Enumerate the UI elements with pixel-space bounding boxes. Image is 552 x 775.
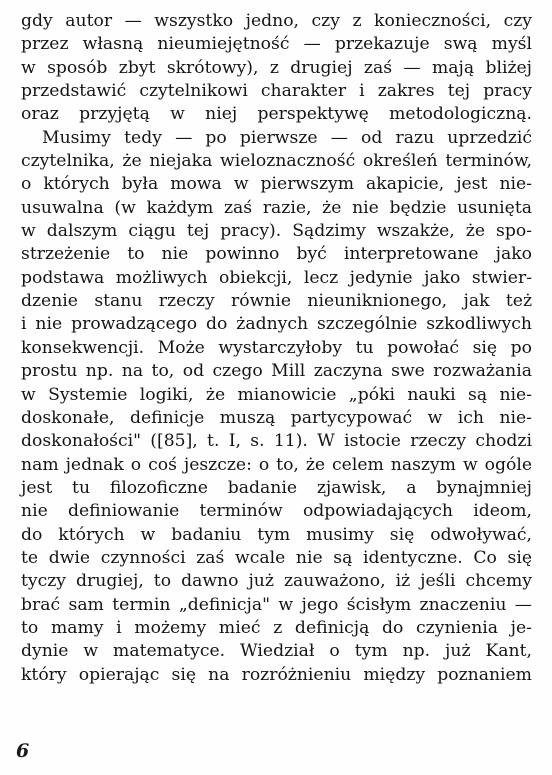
text-line: konsekwencji. Może wystarczyłoby tu powołać się po xyxy=(21,337,532,358)
text-line: dynie w matematyce. Wiedział o tym np. już Kant, xyxy=(21,641,532,662)
text-line: strzeżenie to nie powinno być interpretowane jako xyxy=(21,244,532,265)
paragraph-end-line: oraz przyjętą w niej perspektywę metodologiczną. xyxy=(21,104,532,125)
text-line: przez własną nieumiejętność — przekazuje swą myśl xyxy=(21,34,532,55)
text-line: tyczy drugiej, to dawno już zauważono, iż jeśli chcemy xyxy=(21,571,532,592)
text-line: nie definiowanie terminów odpowiadających ideom, xyxy=(21,501,532,522)
text-line: w dalszym ciągu tej pracy). Sądzimy wszakże, że spo- xyxy=(21,221,532,242)
text-line: czytelnika, że niejaka wieloznaczność określeń terminów, xyxy=(21,151,532,172)
text-line: te dwie czynności zaś wcale nie są identyczne. Co się xyxy=(21,547,532,568)
text-line: usuwalna (w każdym zaś razie, że nie będzie usunięta xyxy=(21,197,532,218)
text-line: brać sam termin „definicja" w jego ścisłym znaczeniu — xyxy=(21,594,532,615)
page-number: 6 xyxy=(16,740,30,762)
text-line: przedstawić czytelnikowi charakter i zakres tej pracy xyxy=(21,81,532,102)
text-line: prostu np. na to, od czego Mill zaczyna swe rozważania xyxy=(21,361,532,382)
text-line: doskonałości" ([85], t. I, s. 11). W istocie rzeczy chodzi xyxy=(21,431,532,452)
paragraph-start-line: Musimy tedy — po pierwsze — od razu uprzedzić xyxy=(42,127,532,148)
text-line: w sposób zbyt skrótowy), z drugiej zaś — mają bliżej xyxy=(21,57,532,78)
text-line: gdy autor — wszystko jedno, czy z konieczności, czy xyxy=(21,11,532,31)
text-line: nam jednak o coś jeszcze: o to, że celem naszym w ogóle xyxy=(21,454,532,475)
text-line: doskonałe, definicje muszą partycypować w ich nie- xyxy=(21,407,532,428)
body-text xyxy=(21,10,532,687)
text-line: i nie prowadzącego do żadnych szczególnie szkodliwych xyxy=(21,314,532,335)
text-line: o których była mowa w pierwszym akapicie, jest nie- xyxy=(21,174,532,195)
text-line: w Systemie logiki, że mianowicie „póki nauki są nie- xyxy=(21,384,532,405)
text-line: podstawa możliwych obiekcji, lecz jedynie jako stwier- xyxy=(21,267,532,288)
text-line: do których w badaniu tym musimy się odwoływać, xyxy=(21,524,532,545)
text-line: dzenie stanu rzeczy równie nieuniknionego, jak też xyxy=(21,291,532,312)
text-line: jest tu filozoficzne badanie zjawisk, a bynajmniej xyxy=(21,477,532,498)
text-line: który opierając się na rozróżnieniu między poznaniem xyxy=(21,664,532,685)
text-line: to mamy i możemy mieć z definicją do czynienia je- xyxy=(21,617,532,638)
